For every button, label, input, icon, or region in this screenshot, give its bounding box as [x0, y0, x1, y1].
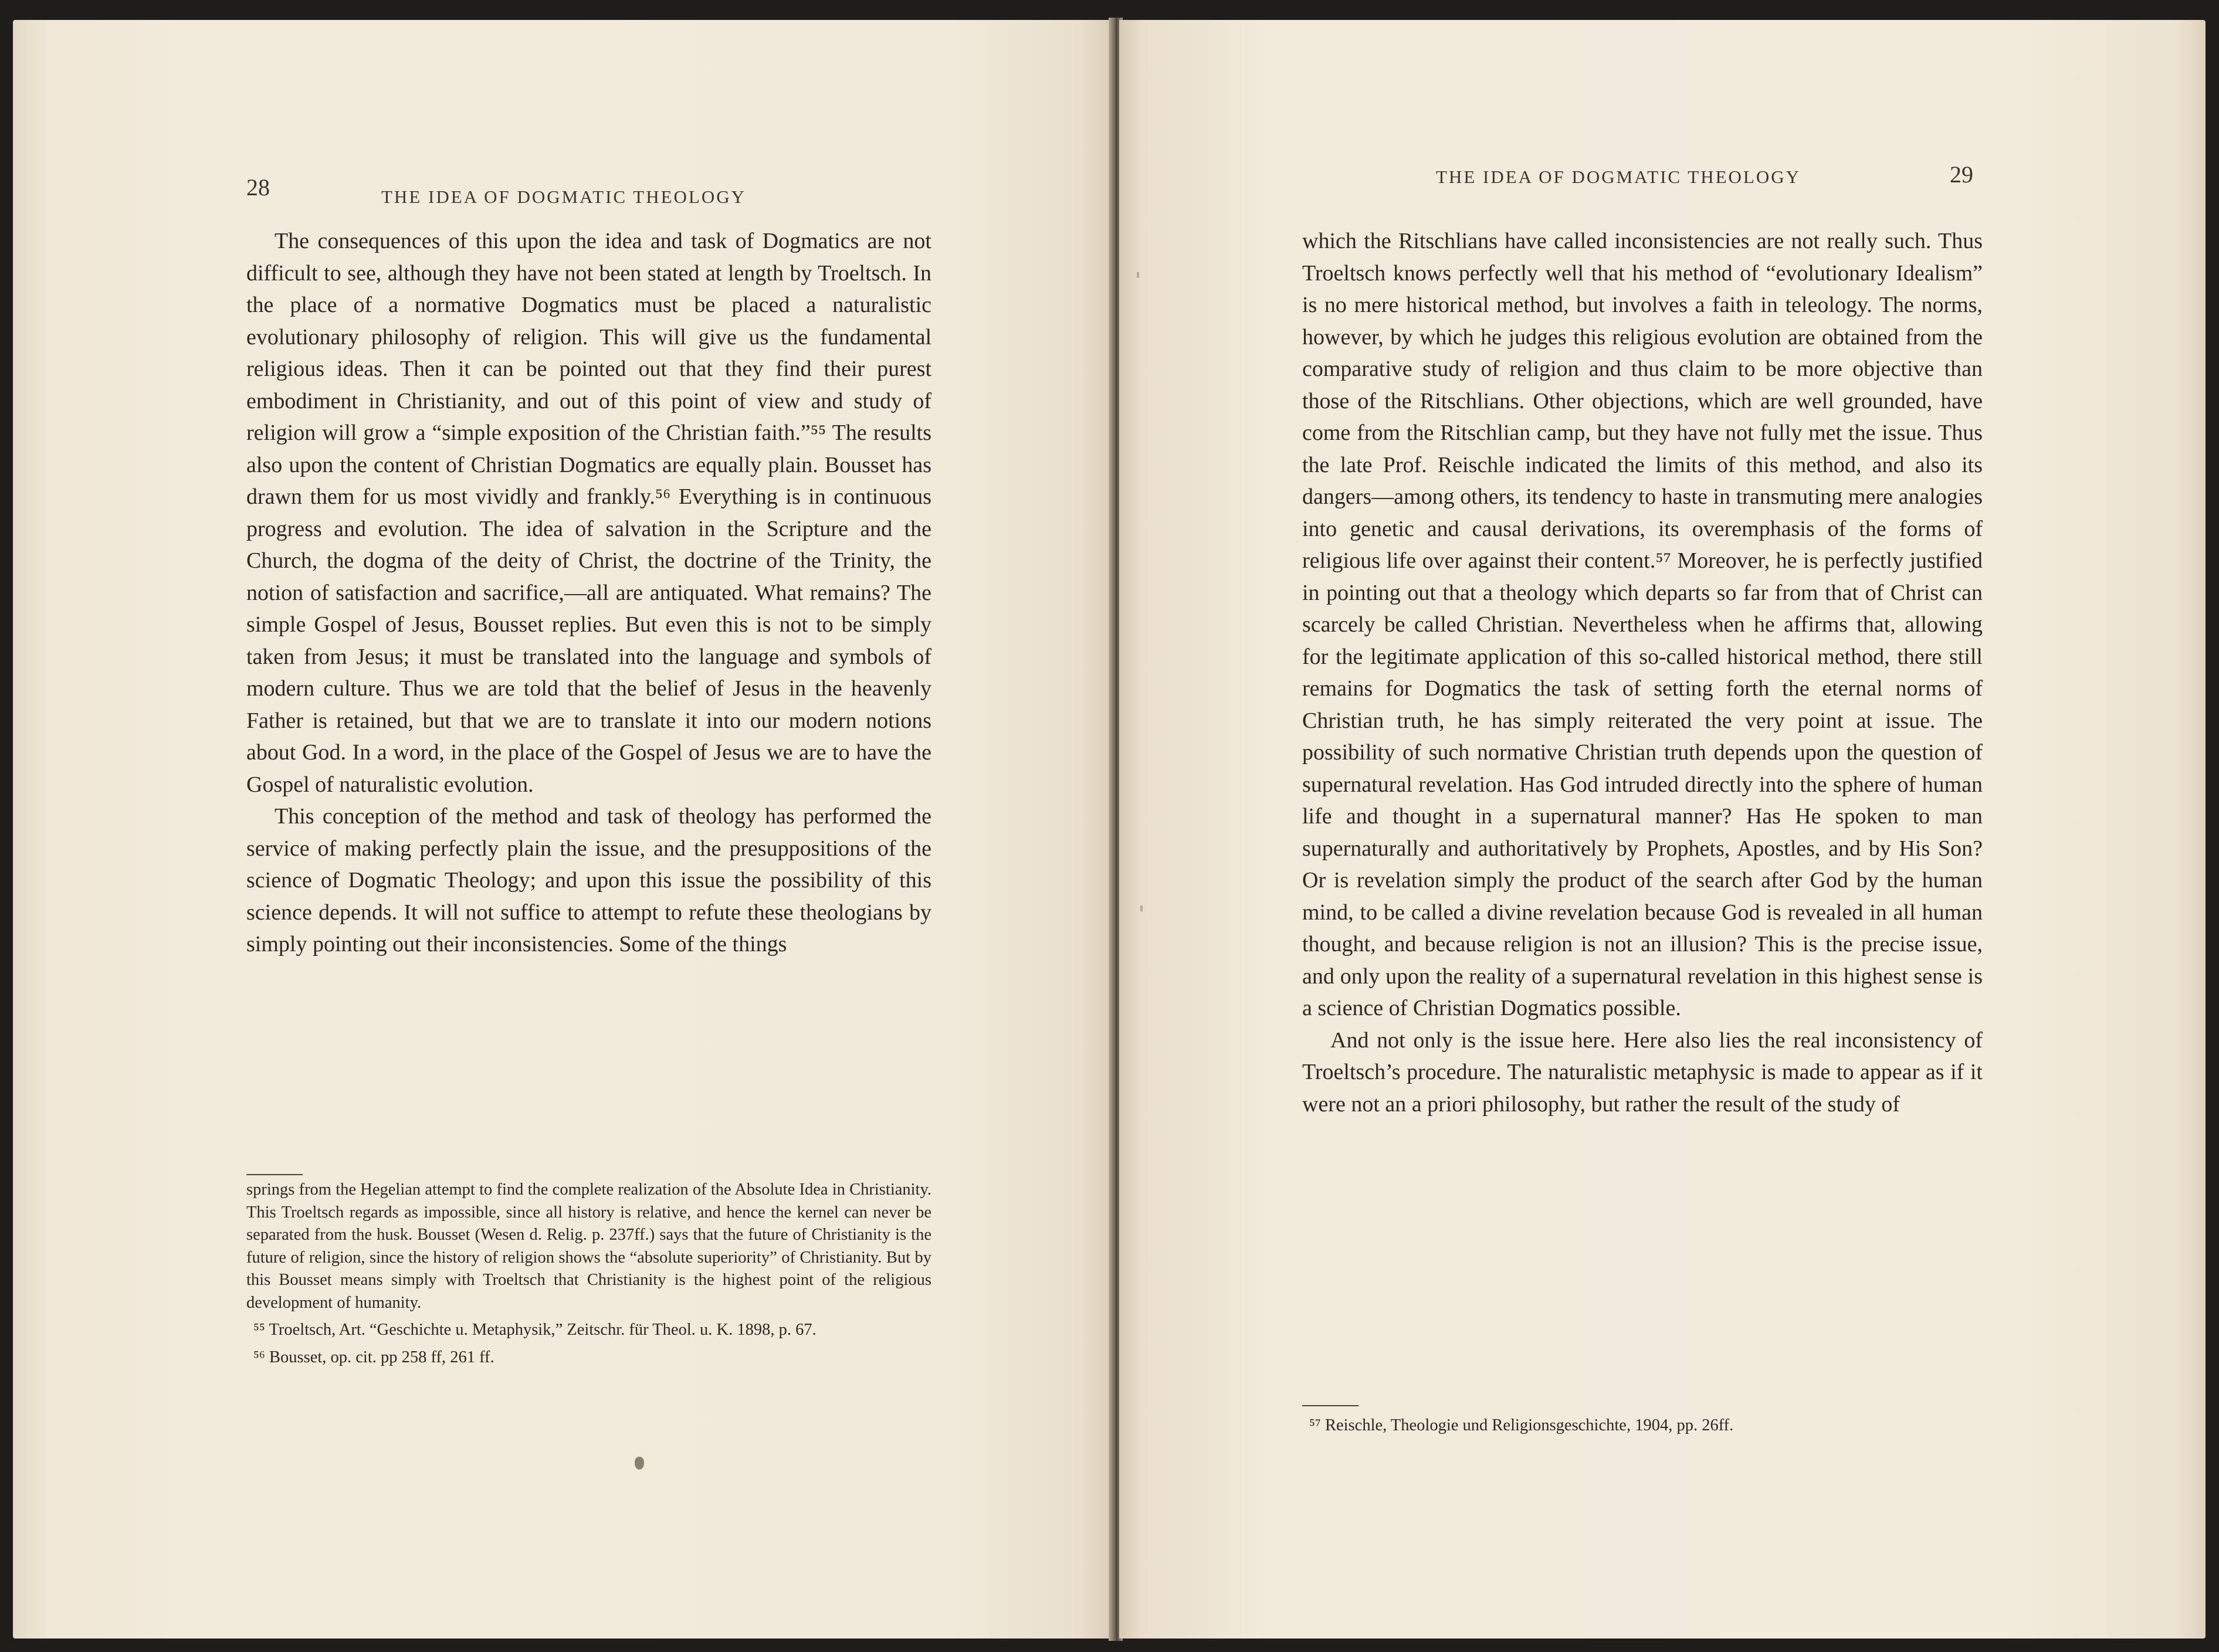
running-head-left: THE IDEA OF DOGMATIC THEOLOGY [381, 186, 747, 207]
right-page [1119, 20, 2206, 1639]
right-footnotes [1302, 1410, 1983, 1437]
left-footnotes [246, 1179, 931, 1369]
footnote-56: ⁵⁶ Bousset, op. cit. pp 258 ff, 261 ff. [253, 1348, 494, 1366]
footnote-rule-right [1302, 1405, 1358, 1406]
footnote-57: ⁵⁷ Reischle, Theologie und Religionsgeschichte, 1904, pp. 26ff. [1309, 1416, 1734, 1434]
left-paragraph-1: The consequences of this upon the idea and task of Dogmatics are not difficult to see, although they have not been stated at length by Troeltsch. In the place of a normative Dogmatics must be placed a naturalistic evolutionary philosophy of religion. This will give us the fundamental religious ideas. Then it can be pointed out that they find their purest embodiment in Christianity, and out of this point of view and study of religion will grow a “simple exposition of the Christian faith.”⁵⁵ The results also upon the content of Christian Dogmatics are equally plain. Bousset has drawn them for us most vividly and frankly.⁵⁶ Everything is in continuous progress and evolution. The idea of salvation in the Scripture and the Church, the dogma of the deity of Christ, the doctrine of the Trinity, the notion of satisfaction and sacrifice,—all are antiquated. What remains? The simple Gospel of Jesus, Bousset replies. But even this is not to be simply taken from Jesus; it must be translated into the language and symbols of modern culture. Thus we are told that the belief of Jesus in the heavenly Father is retained, but that we are to translate it into our modern notions about God. In a word, in the place of the Gospel of Jesus we are to have the Gospel of naturalistic evolution. [246, 229, 931, 797]
page-number-right: 29 [1950, 161, 1973, 188]
footnote-rule-left [246, 1174, 303, 1175]
footnote-55: ⁵⁵ Troeltsch, Art. “Geschichte u. Metaphysik,” Zeitschr. für Theol. u. K. 1898, p. 67. [253, 1321, 817, 1339]
footnote-continuation: springs from the Hegelian attempt to find the complete realization of the Absolute Idea in Christianity. This Troeltsch regards as impossible, since all history is relative, and hence the kernel can never be separated from the husk. Bousset (Wesen d. Relig. p. 237ff.) says that the future of Christianity is the future of religion, since the history of religion shows the “absolute superiority” of Christianity. But by this Bousset means simply with Troeltsch that Christianity is the highest point of the religious development of humanity. [246, 1181, 931, 1312]
left-paragraph-2: This conception of the method and task of theology has performed the service of making perfectly plain the issue, and the presuppositions of the science of Dogmatic Theology; and upon this issue the possibility of this science depends. It will not suffice to attempt to refute these theologians by simply pointing out their inconsistencies. Some of the things [246, 804, 931, 956]
right-paragraph-2: And not only is the issue here. Here also lies the real inconsistency of Troeltsch’s procedure. The naturalistic metaphysic is made to appear as if it were not an a priori philosophy, but rather the result of the study of [1302, 1027, 1983, 1117]
paper-spot [1140, 905, 1143, 911]
left-page [13, 20, 1113, 1639]
paper-spot [1137, 272, 1139, 278]
ink-blot-mark [635, 1457, 644, 1470]
running-head-right: THE IDEA OF DOGMATIC THEOLOGY [1436, 167, 1801, 187]
page-number-left: 28 [246, 174, 270, 201]
right-paragraph-1: which the Ritschlians have called inconsistencies are not really such. Thus Troeltsch knows perfectly well that his method of “evolutionary Idealism” is no mere historical method, but involves a faith in teleology. The norms, however, by which he judges this religious evolution are obtained from the comparative study of religion and thus claim to be more objective than those of the Ritschlians. Other objections, which are well grounded, have come from the Ritschlian camp, but they have not fully met the issue. Thus the late Prof. Reischle indicated the limits of this method, and also its dangers—among others, its tendency to haste in transmuting mere analogies into genetic and causal derivations, its overemphasis of the forms of religious life over against their content.⁵⁷ Moreover, he is perfectly justified in pointing out that a theology which departs so far from that of Christ can scarcely be called Christian. Nevertheless when he affirms that, allowing for the legitimate application of this so-called historical method, there still remains for Dogmatics the task of setting forth the eternal norms of Christian truth, he has simply reiterated the very point at issue. The possibility of such normative Christian truth depends upon the question of supernatural revelation. Has God intruded directly into the sphere of human life and thought in a supernatural manner? Has He spoken to man supernaturally and authoritatively by Prophets, Apostles, and by His Son? Or is revelation simply the product of the search after God by the human mind, to be called a divine revelation because God is revealed in all human thought, and because religion is not an illusion? This is the precise issue, and only upon the reality of a supernatural revelation in this highest sense is a science of Christian Dogmatics possible. [1302, 229, 1983, 1020]
left-body-text [246, 225, 931, 961]
right-body-text [1302, 225, 1983, 1120]
